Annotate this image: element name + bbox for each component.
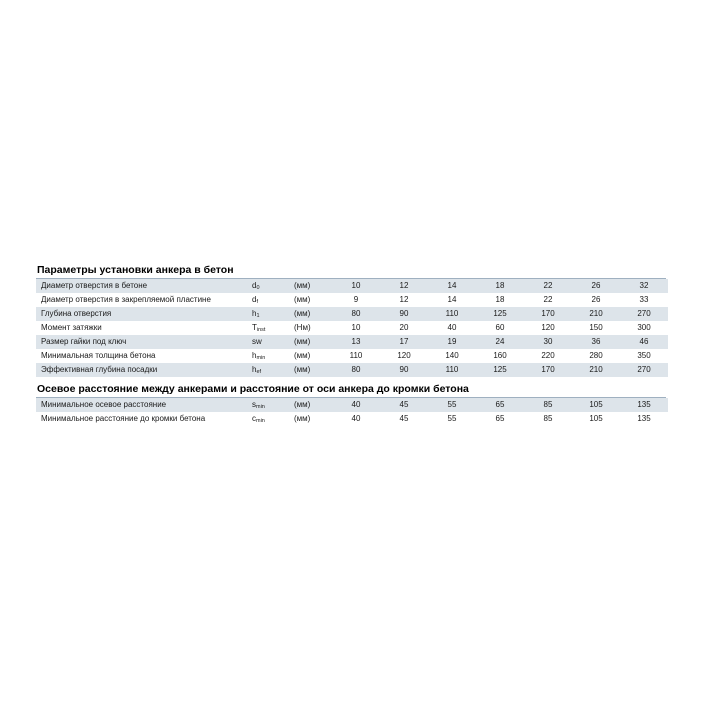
- row-label: Момент затяжки: [41, 323, 102, 332]
- value-cell: 80: [332, 307, 380, 321]
- value-cell: 120: [397, 351, 411, 360]
- value-cell: 280: [589, 351, 603, 360]
- symbol-subscript: min: [256, 404, 265, 410]
- value-cell: 14: [447, 295, 457, 304]
- row-symbol: [250, 321, 294, 335]
- value-cell: 150: [589, 323, 603, 332]
- value-cell: 120: [541, 323, 555, 332]
- value-cell: 40: [351, 414, 361, 423]
- value-cell: 80: [332, 363, 380, 377]
- value-cell: 40: [447, 323, 457, 332]
- value-cell: 140: [445, 351, 459, 360]
- value-cell: 110: [428, 307, 476, 321]
- symbol-base: h: [252, 365, 257, 374]
- symbol-base: h: [252, 351, 257, 360]
- value-cell: 12: [380, 279, 428, 293]
- symbol-subscript: f: [256, 299, 258, 305]
- value-cell: 55: [447, 414, 457, 423]
- value-cell: 13: [332, 335, 380, 349]
- symbol-base: s: [252, 400, 256, 409]
- value-cell: 110: [349, 351, 363, 360]
- row-label: Глубина отверстия: [36, 307, 250, 321]
- value-cell: 33: [639, 295, 649, 304]
- value-cell: 270: [620, 307, 668, 321]
- symbol-subscript: ef: [256, 369, 262, 375]
- row-unit: (мм): [294, 398, 332, 412]
- value-cell: 65: [495, 414, 505, 423]
- value-cell: 22: [524, 279, 572, 293]
- spacing-table: [36, 398, 668, 426]
- value-cell: 90: [380, 307, 428, 321]
- row-unit: (мм): [294, 363, 332, 377]
- value-cell: 270: [620, 363, 668, 377]
- symbol-subscript: inst: [256, 327, 266, 333]
- row-unit: (мм): [294, 279, 332, 293]
- value-cell: 125: [476, 307, 524, 321]
- row-unit: (мм): [294, 335, 332, 349]
- value-cell: 46: [620, 335, 668, 349]
- row-label: Эффективная глубина посадки: [36, 363, 250, 377]
- value-cell: 170: [524, 363, 572, 377]
- row-symbol: [250, 349, 294, 363]
- value-cell: 210: [572, 363, 620, 377]
- value-cell: 210: [572, 307, 620, 321]
- row-label: Минимальное осевое расстояние: [36, 398, 250, 412]
- row-label: Размер гайки под ключ: [36, 335, 250, 349]
- value-cell: 85: [524, 398, 572, 412]
- row-symbol: [250, 307, 294, 321]
- value-cell: 60: [495, 323, 505, 332]
- value-cell: 110: [428, 363, 476, 377]
- value-cell: 45: [380, 398, 428, 412]
- value-cell: 90: [380, 363, 428, 377]
- row-symbol: [250, 293, 294, 307]
- row-label: Минимальная толщина бетона: [41, 351, 156, 360]
- value-cell: 10: [332, 279, 380, 293]
- row-label: Диаметр отверстия в закрепляемой пластине: [41, 295, 211, 304]
- value-cell: 65: [476, 398, 524, 412]
- installation-parameters-table: [36, 279, 668, 377]
- value-cell: 85: [543, 414, 553, 423]
- symbol-subscript: min: [256, 418, 265, 424]
- value-cell: 12: [399, 295, 409, 304]
- symbol-subscript: 0: [256, 285, 260, 291]
- table-row: [36, 279, 668, 293]
- symbol-base: h: [252, 309, 257, 318]
- table-row: [36, 335, 668, 349]
- row-symbol: [250, 335, 294, 349]
- value-cell: 36: [572, 335, 620, 349]
- value-cell: 18: [495, 295, 505, 304]
- symbol-base: c: [252, 414, 256, 423]
- table-row: [36, 349, 668, 363]
- symbol-base: d: [252, 281, 257, 290]
- row-symbol: [250, 279, 294, 293]
- value-cell: 10: [351, 323, 361, 332]
- row-unit: (мм): [294, 351, 311, 360]
- symbol-base: d: [252, 295, 257, 304]
- row-unit: (мм): [294, 295, 311, 304]
- row-symbol: [250, 363, 294, 377]
- table-row: [36, 412, 668, 426]
- value-cell: 160: [493, 351, 507, 360]
- value-cell: 220: [541, 351, 555, 360]
- value-cell: 125: [476, 363, 524, 377]
- value-cell: 18: [476, 279, 524, 293]
- row-symbol: [250, 398, 294, 412]
- table-row: [36, 307, 668, 321]
- row-symbol: [250, 412, 294, 426]
- value-cell: 22: [543, 295, 553, 304]
- value-cell: 170: [524, 307, 572, 321]
- value-cell: 30: [524, 335, 572, 349]
- row-label: Минимальное расстояние до кромки бетона: [41, 414, 206, 423]
- value-cell: 350: [637, 351, 651, 360]
- value-cell: 32: [620, 279, 668, 293]
- anchor-spec-document: [36, 263, 666, 426]
- symbol-base: sw: [252, 337, 262, 346]
- value-cell: 24: [476, 335, 524, 349]
- row-label: Диаметр отверстия в бетоне: [36, 279, 250, 293]
- symbol-base: T: [252, 323, 257, 332]
- value-cell: 105: [589, 414, 603, 423]
- value-cell: 26: [591, 295, 601, 304]
- value-cell: 17: [380, 335, 428, 349]
- value-cell: 55: [428, 398, 476, 412]
- value-cell: 45: [399, 414, 409, 423]
- value-cell: 9: [353, 295, 359, 304]
- value-cell: 300: [637, 323, 651, 332]
- value-cell: 26: [572, 279, 620, 293]
- table-row: [36, 398, 668, 412]
- value-cell: 40: [332, 398, 380, 412]
- value-cell: 19: [428, 335, 476, 349]
- table-row: [36, 321, 668, 335]
- section-title-installation: Параметры установки анкера в бетон: [36, 263, 666, 279]
- section-title-spacing: Осевое расстояние между анкерами и расстояние от оси анкера до кромки бетона: [36, 382, 666, 398]
- table-row: [36, 293, 668, 307]
- value-cell: 14: [428, 279, 476, 293]
- symbol-subscript: 1: [256, 313, 260, 319]
- row-unit: (мм): [294, 307, 332, 321]
- row-unit: (мм): [294, 414, 311, 423]
- value-cell: 105: [572, 398, 620, 412]
- table-row: [36, 363, 668, 377]
- value-cell: 20: [399, 323, 409, 332]
- symbol-subscript: min: [256, 355, 266, 361]
- row-unit: (Нм): [294, 323, 311, 332]
- value-cell: 135: [620, 398, 668, 412]
- value-cell: 135: [637, 414, 651, 423]
